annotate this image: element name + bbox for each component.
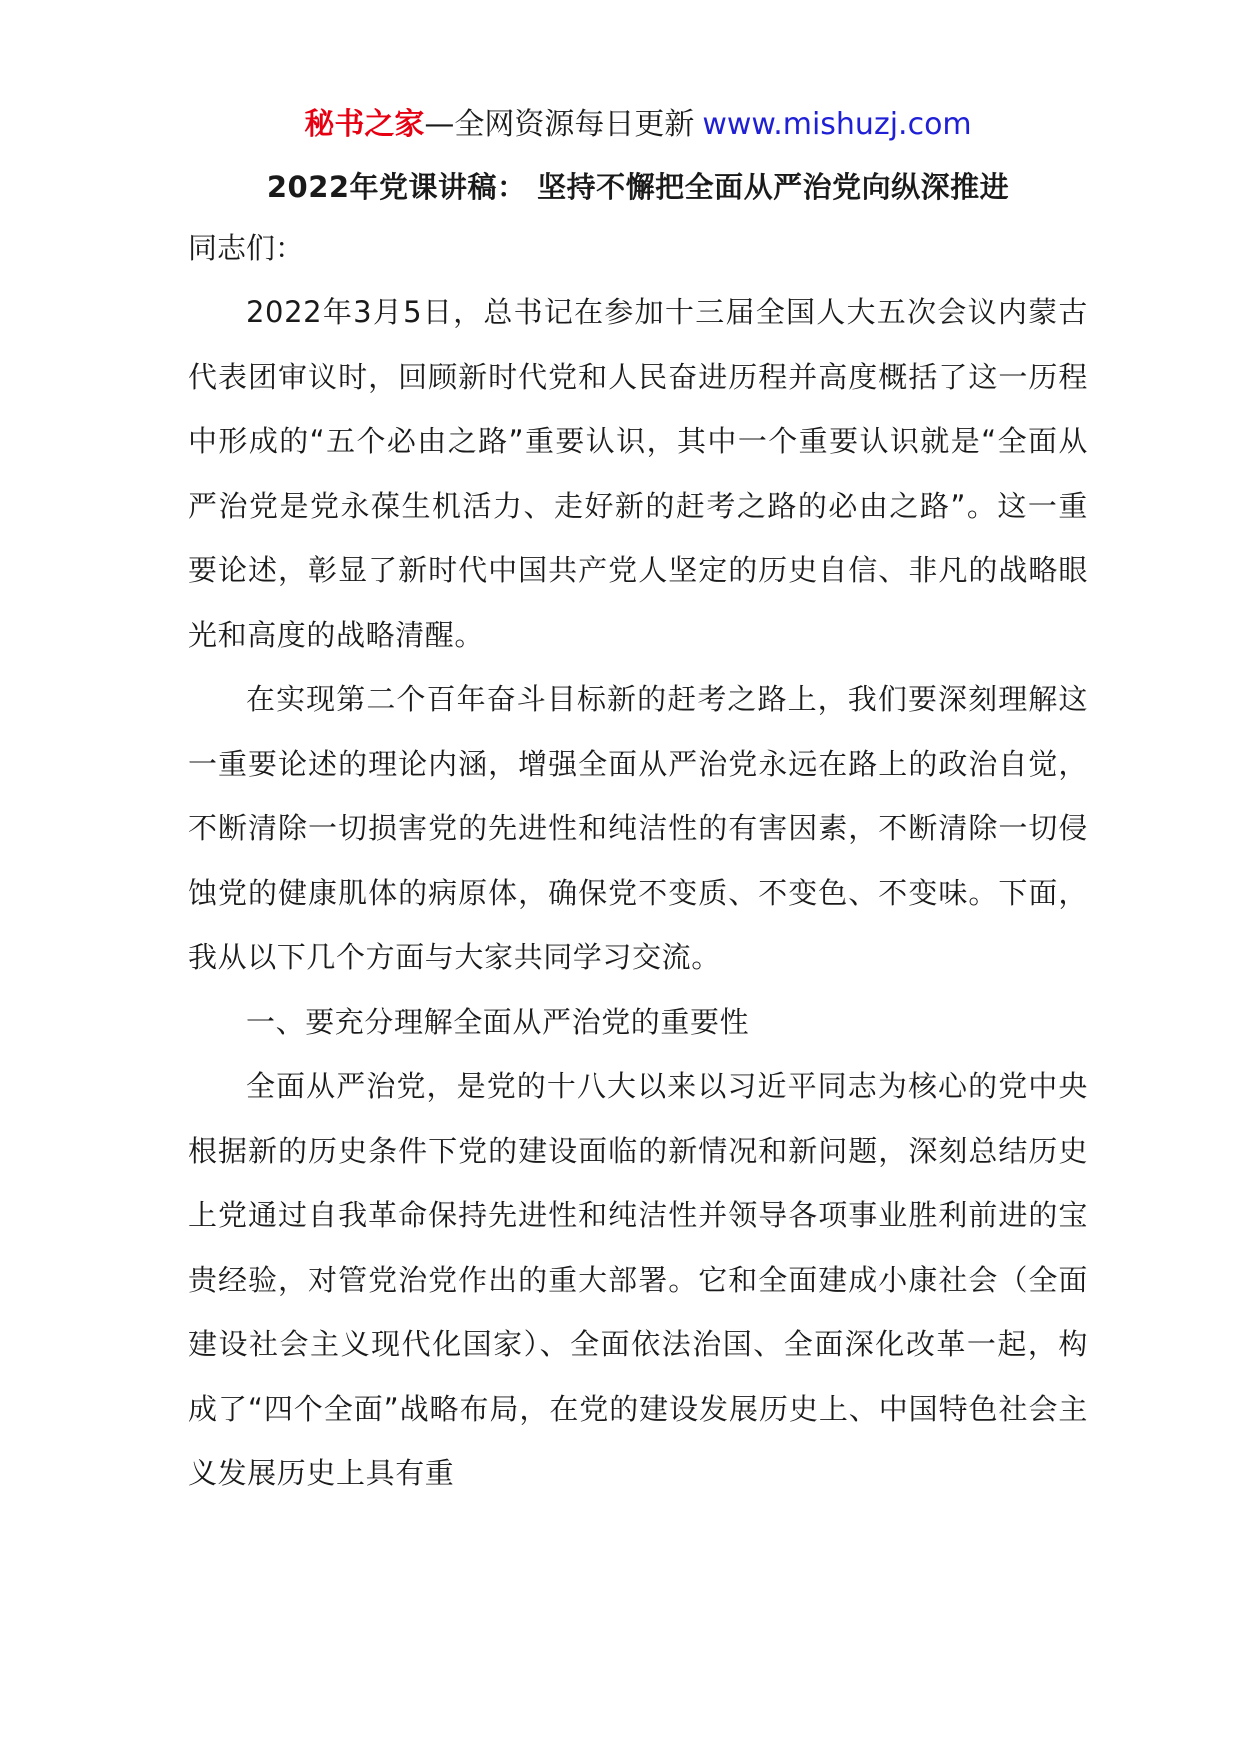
header-tagline: —全网资源每日更新: [424, 107, 695, 142]
document-title: 2022年党课讲稿： 坚持不懈把全面从严治党向纵深推进: [266, 170, 1010, 204]
section-heading-1: 一、要充分理解全面从严治党的重要性: [246, 1004, 750, 1039]
site-header: [188, 100, 1088, 150]
brand-name: 秘书之家: [304, 107, 425, 142]
document-page: [188, 100, 1088, 1506]
salutation: 同志们：: [188, 231, 305, 265]
paragraph-3: 全面从严治党，是党的十八大以来以习近平同志为核心的党中央根据新的历史条件下党的建设面临的新情况和新问题，深刻总结历史上党通过自我革命保持先进性和纯洁性并领导各项事业胜利前进的宝贵经验，对管党治党作出的重大部署。它和全面建成小康社会（全面建设社会主义现代化国家）、全面依法治国、全面深化改革一起，构成了“四个全面”战略布局，在党的建设发展历史上、中国特色社会主义发展历史上具有重: [188, 1069, 1088, 1490]
paragraph-1: 2022年3月5日，总书记在参加十三届全国人大五次会议内蒙古代表团审议时，回顾新时代党和人民奋进历程并高度概括了这一历程中形成的“五个必由之路”重要认识，其中一个重要认识就是“全面从严治党是党永葆生机活力、走好新的赶考之路的必由之路”。这一重要论述，彰显了新时代中国共产党人坚定的历史自信、非凡的战略眼光和高度的战略清醒。: [188, 295, 1088, 652]
site-link[interactable]: www.mishuzj.com: [702, 107, 972, 142]
paragraph-2: 在实现第二个百年奋斗目标新的赶考之路上，我们要深刻理解这一重要论述的理论内涵，增强全面从严治党永远在路上的政治自觉，不断清除一切损害党的先进性和纯洁性的有害因素，不断清除一切侵蚀党的健康肌体的病原体，确保党不变质、不变色、不变味。下面，我从以下几个方面与大家共同学习交流。: [188, 682, 1088, 974]
